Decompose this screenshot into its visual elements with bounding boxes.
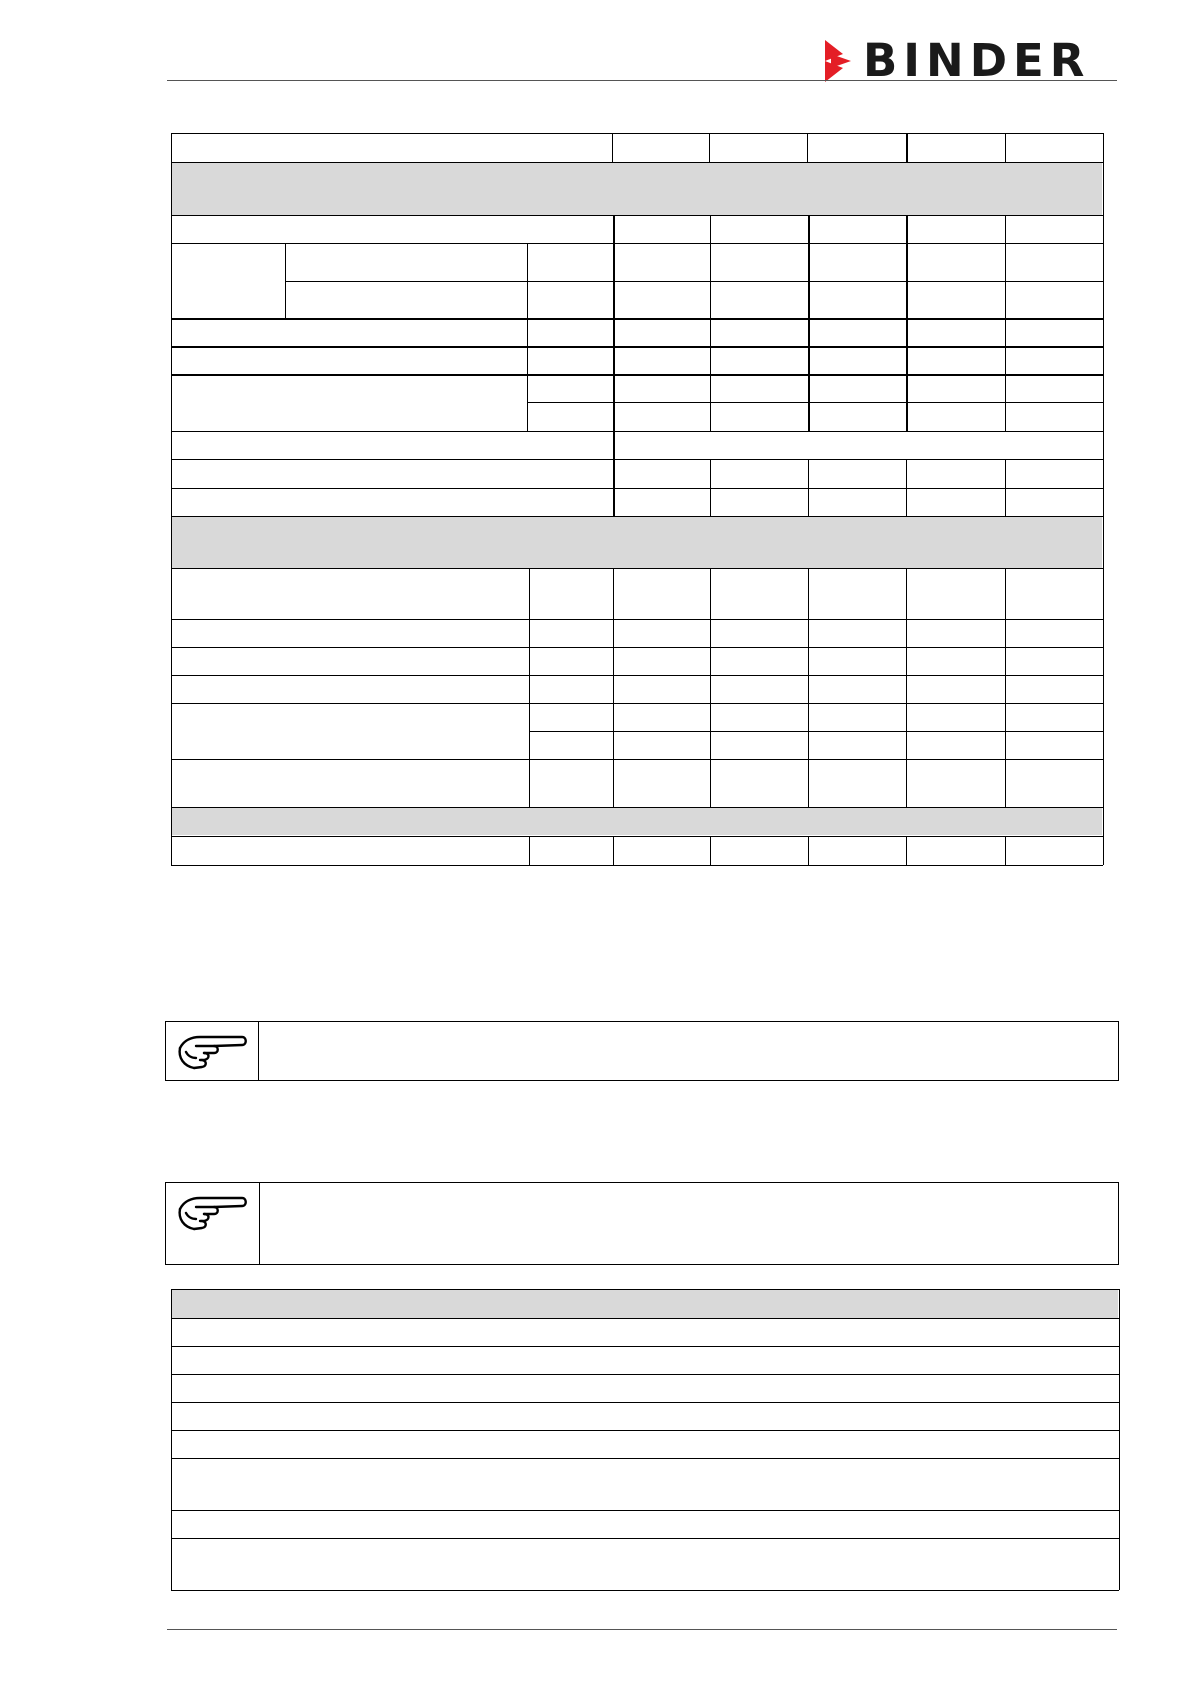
table-line: [613, 568, 614, 807]
table-line: [171, 488, 1103, 489]
table-line: [171, 459, 1103, 460]
table-line: [285, 243, 286, 318]
table-line: [171, 568, 1103, 569]
table-line: [529, 731, 1103, 732]
binder-arrow-icon: [825, 40, 855, 82]
table-line: [171, 807, 1103, 808]
table-line: [906, 459, 907, 516]
table-line: [171, 703, 1103, 704]
table-line: [906, 133, 908, 162]
table-line: [1005, 459, 1006, 516]
table-line: [906, 215, 908, 431]
table-line: [1005, 133, 1006, 162]
table-line: [808, 568, 809, 807]
table-line: [171, 133, 172, 865]
table-line: [1005, 836, 1006, 865]
table-line: [171, 1318, 1119, 1319]
table-line: [612, 133, 613, 162]
table-line: [808, 459, 809, 516]
table-line: [1005, 568, 1006, 807]
table-header-band: [172, 1290, 1118, 1318]
table-line: [171, 1374, 1119, 1375]
table-line: [710, 215, 711, 431]
table-line: [171, 836, 1103, 837]
table-line: [171, 1289, 172, 1590]
section-band: [172, 517, 1102, 568]
table-line: [709, 133, 710, 162]
footer-rule: [167, 1629, 1117, 1630]
table-line: [906, 568, 907, 807]
table-line: [171, 675, 1103, 676]
table-line: [171, 619, 1103, 620]
table-line: [171, 243, 1103, 244]
table-line: [171, 1402, 1119, 1403]
brand-wordmark: BINDER: [863, 34, 1091, 87]
table-line: [1103, 133, 1104, 865]
table-line: [613, 836, 614, 865]
table-line: [171, 162, 1103, 163]
table-line: [527, 243, 528, 431]
table-line: [710, 459, 711, 516]
header-rule: [167, 80, 1117, 81]
table-line: [710, 836, 711, 865]
table-line: [285, 281, 1103, 282]
table-line: [171, 1430, 1119, 1431]
table-line: [1119, 1289, 1120, 1590]
table-line: [171, 1590, 1119, 1591]
table-line: [906, 836, 907, 865]
note-icon-cell: [166, 1022, 259, 1080]
note-box: [165, 1021, 1119, 1081]
table-line: [171, 1289, 1119, 1290]
table-line: [171, 374, 1103, 376]
note-box: [165, 1182, 1119, 1265]
table-line: [808, 215, 810, 431]
pointing-hand-icon: [174, 1028, 250, 1076]
table-line: [171, 133, 1103, 134]
table-line: [171, 215, 1103, 216]
table-line: [171, 516, 1103, 517]
binder-logo: [825, 34, 1115, 87]
section-band: [172, 163, 1102, 215]
table-line: [710, 568, 711, 807]
table-line: [171, 1458, 1119, 1459]
table-line: [807, 133, 808, 162]
table-line: [171, 1510, 1119, 1511]
section-band: [172, 807, 1102, 835]
table-line: [171, 1346, 1119, 1347]
table-line: [171, 318, 1103, 320]
table-line: [171, 759, 1103, 760]
table-line: [171, 1538, 1119, 1539]
note-icon-cell: [166, 1183, 260, 1264]
table-line: [171, 346, 1103, 348]
pointing-hand-icon: [174, 1189, 250, 1237]
table-line: [529, 568, 530, 807]
table-line: [171, 647, 1103, 648]
table-line: [613, 215, 615, 516]
table-line: [808, 836, 809, 865]
table-line: [1005, 215, 1006, 431]
table-line: [171, 865, 1103, 866]
table-line: [529, 836, 530, 865]
table-line: [171, 431, 1103, 432]
